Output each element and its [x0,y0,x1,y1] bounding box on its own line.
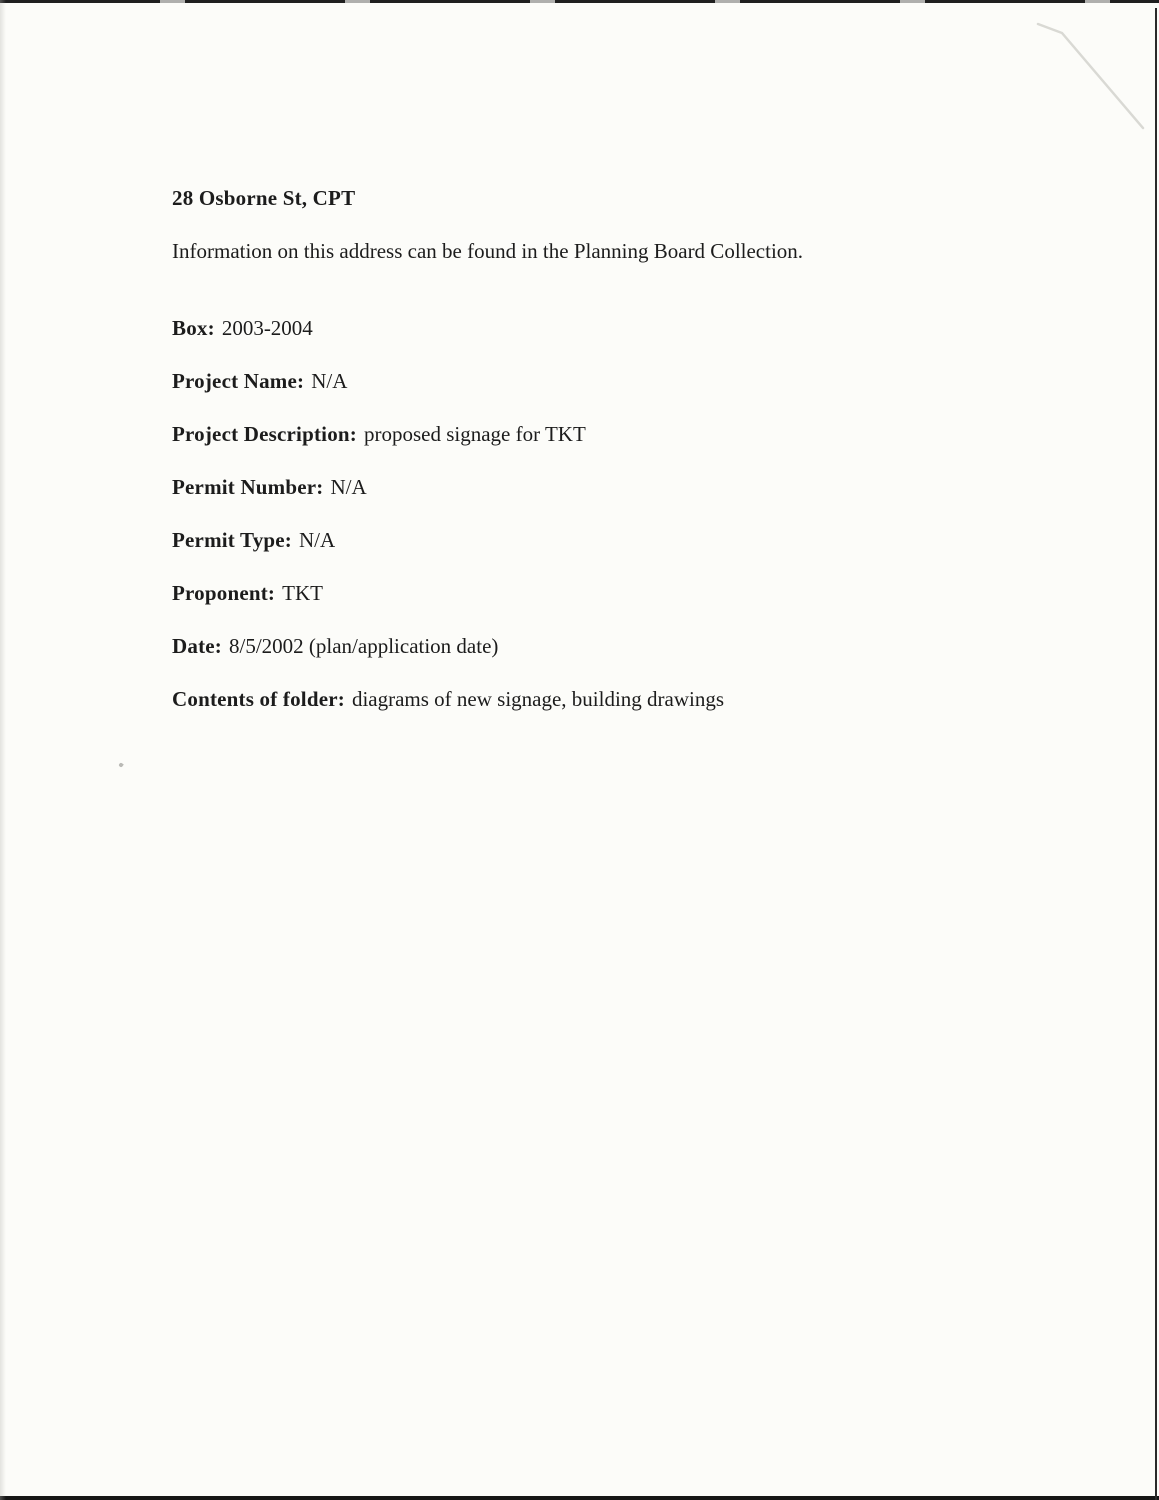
field-label: Project Name: [172,369,305,393]
field-row-permit-type [172,526,1012,554]
scan-edge-top [0,0,1159,3]
field-label: Date: [172,634,222,658]
field-label: Project Description: [172,422,357,446]
field-value: N/A [311,369,348,393]
field-value: 2003-2004 [221,316,313,340]
scan-edge-right [1155,8,1157,1500]
scan-edge-bottom [0,1496,1159,1500]
field-value: diagrams of new signage, building drawings [351,687,725,711]
field-label: Proponent: [172,581,276,605]
field-row-project-description [172,420,1012,448]
field-row-project-name [172,367,1012,395]
field-value: N/A [330,475,367,499]
document-text-block [172,184,1012,738]
field-row-contents-of-folder [172,685,1012,713]
field-label: Contents of folder: [172,687,345,711]
field-row-permit-number [172,473,1012,501]
field-value: proposed signage for TKT [363,422,586,446]
field-value: TKT [282,581,323,605]
scan-speck [118,762,124,768]
field-value: 8/5/2002 (plan/application date) [228,634,499,658]
field-row-date [172,632,1012,660]
field-row-box [172,314,1012,342]
document-title: 28 Osborne St, CPT [172,186,356,210]
scan-edge-left-shade [0,0,6,1500]
field-label: Permit Type: [172,528,293,552]
field-label: Permit Number: [172,475,324,499]
paper-crease-mark [0,0,1159,200]
field-row-proponent [172,579,1012,607]
field-label: Box: [172,316,215,340]
document-intro-line: Information on this address can be found in the Planning Board Collection. [172,239,804,263]
field-value: N/A [299,528,336,552]
